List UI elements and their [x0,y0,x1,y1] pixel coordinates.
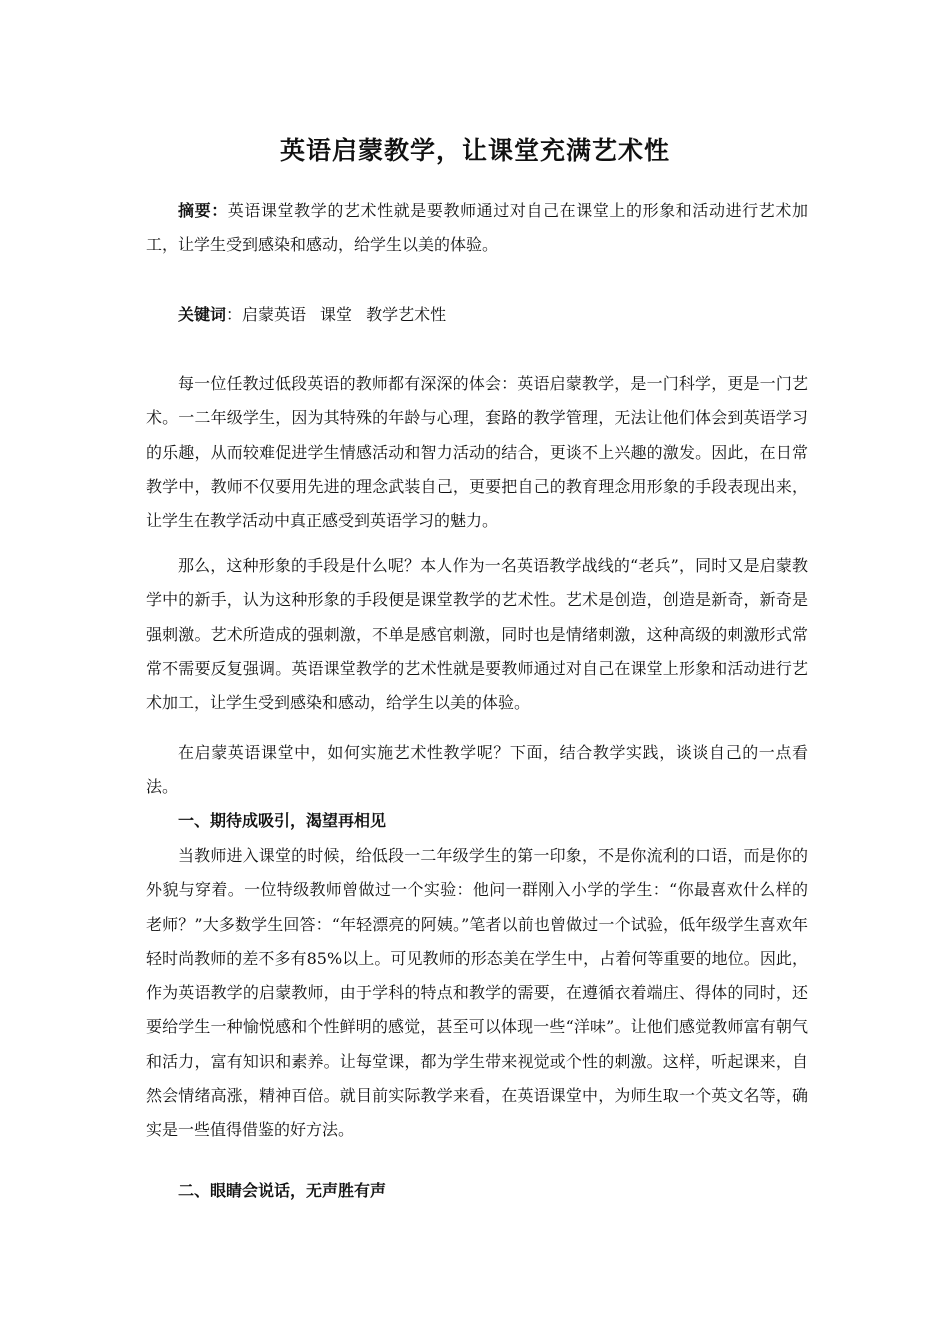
body-paragraph-3: 在启蒙英语课堂中，如何实施艺术性教学呢？下面，结合教学实践，谈谈自己的一点看法。 [146,743,808,797]
section-1-paragraph: 当教师进入课堂的时候，给低段一二年级学生的第一印象，不是你流利的口语，而是你的外貌与穿着。一位特级教师曾做过一个实验：他问一群刚入小学的学生：“你最喜欢什么样的老师？”大多数学生回答：“年轻漂亮的阿姨。”笔者以前也曾做过一个试验，低年级学生喜欢年轻时尚教师的差不多有85%以上。可见教师的形态美在学生中，占着何等重要的地位。因此，作为英语教学的启蒙教师，由于学科的特点和教学的需要，在遵循衣着端庄、得体的同时，还要给学生一种愉悦感和个性鲜明的感觉，甚至可以体现一些“洋味”。让他们感觉教师富有朝气和活力，富有知识和素养。让每堂课，都为学生带来视觉或个性的刺激。这样，听起课来，自然会情绪高涨，精神百倍。就目前实际教学来看，在英语课堂中，为师生取一个英文名等，确实是一些值得借鉴的好方法。 [146,846,808,1140]
abstract-text: 英语课堂教学的艺术性就是要教师通过对自己在课堂上的形象和活动进行艺术加工，让学生受到感染和感动，给学生以美的体验。 [146,201,808,255]
keyword-item: 课堂 [320,305,353,324]
keywords-paragraph: 关键词：启蒙英语 课堂 教学艺术性 [178,305,447,324]
body-paragraph-1: 每一位任教过低段英语的教师都有深深的体会：英语启蒙教学，是一门科学，更是一门艺术。一二年级学生，因为其特殊的年龄与心理，套路的教学管理，无法让他们体会到英语学习的乐趣，从而较难促进学生情感活动和智力活动的结合，更谈不上兴趣的激发。因此，在日常教学中，教师不仅要用先进的理念武装自己，更要把自己的教育理念用形象的手段表现出来，让学生在教学活动中真正感受到英语学习的魅力。 [146,374,808,531]
body-paragraph-2: 那么，这种形象的手段是什么呢？本人作为一名英语教学战线的“老兵”，同时又是启蒙教学中的新手，认为这种形象的手段便是课堂教学的艺术性。艺术是创造，创造是新奇，新奇是强刺激。艺术所造成的强刺激，不单是感官刺激，同时也是情绪刺激，这种高级的刺激形式常常不需要反复强调。英语课堂教学的艺术性就是要教师通过对自己在课堂上形象和活动进行艺术加工，让学生受到感染和感动，给学生以美的体验。 [146,556,808,713]
keyword-item: 教学艺术性 [366,305,447,324]
section-1-heading: 一、期待成吸引，渴望再相见 [178,811,387,830]
document-title: 英语启蒙教学，让课堂充满艺术性 [279,136,670,165]
keyword-item: 启蒙英语 [242,305,307,324]
abstract-paragraph [146,194,808,263]
section-2-heading: 二、眼睛会说话，无声胜有声 [178,1181,387,1200]
keywords-label: 关键词 [178,305,227,324]
abstract-label: 摘要： [178,201,228,220]
